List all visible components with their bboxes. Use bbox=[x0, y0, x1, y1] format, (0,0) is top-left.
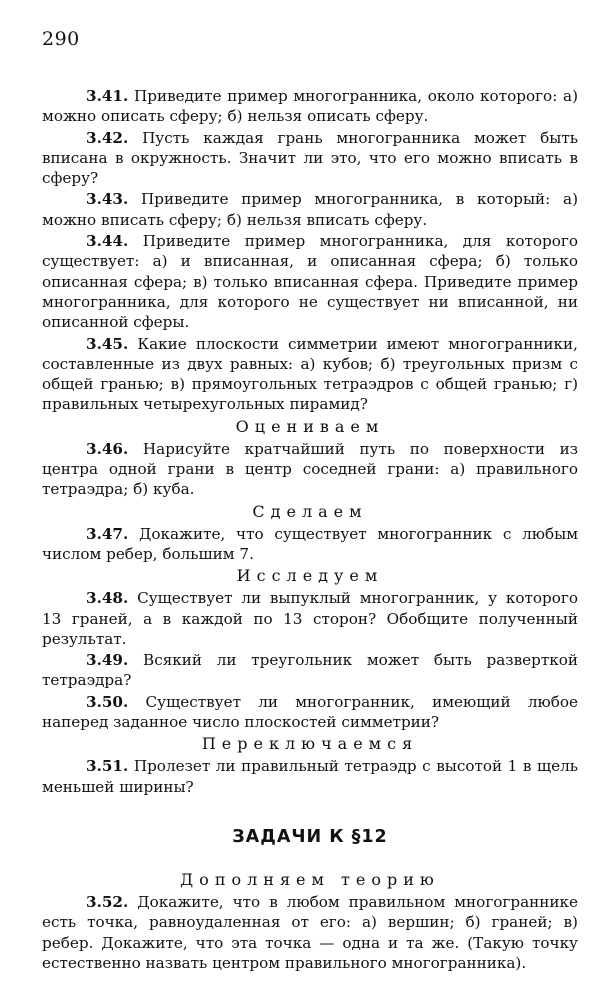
problem-text: Пусть каждая грань многогранника может быть вписана в окружность. Значит ли это, что его можно вписать в сферу? bbox=[42, 128, 578, 188]
problem-text: Приведите пример многогранника, для которого существует: а) и вписанная, и описанная сфера; б) только описанная сфера; в) только вписанная сфера. Приведите пример многогранника, для которого не существует ни вписанной, ни описанной сферы. bbox=[42, 232, 578, 332]
page-number: 290 bbox=[42, 28, 80, 50]
problem-3-44 bbox=[42, 231, 578, 332]
problem-text: Существует ли многогранник, имеющий любое наперед заданное число плоскостей симметрии? bbox=[42, 692, 578, 732]
problem-number: 3.46. bbox=[86, 439, 129, 458]
chapter-title: ЗАДАЧИ К §12 bbox=[232, 826, 388, 847]
problem-3-46 bbox=[42, 439, 578, 500]
problem-3-52 bbox=[42, 892, 578, 973]
problem-number: 3.51. bbox=[86, 757, 129, 776]
problem-number: 3.42. bbox=[86, 128, 129, 147]
problem-text: Пролезет ли правильный тетраэдр с высотой 1 в щель меньшей ширины? bbox=[42, 757, 579, 796]
problem-number: 3.48. bbox=[86, 589, 129, 608]
problem-3-48 bbox=[42, 588, 578, 649]
problem-number: 3.45. bbox=[86, 334, 129, 353]
problem-text: Докажите, что в любом правильном многограннике есть точка, равноудаленная от его: а) вершин; б) граней; в) ребер. Докажите, что эта точка — одна и та же. (Такую точку естественно назвать центром правильного многогранника). bbox=[42, 892, 579, 972]
problem-text: Докажите, что существует многогранник с любым числом ребер, большим 7. bbox=[42, 524, 579, 563]
problem-3-42 bbox=[42, 128, 578, 189]
problem-3-45 bbox=[42, 334, 578, 415]
problem-3-43 bbox=[42, 189, 578, 230]
problem-3-50 bbox=[42, 692, 578, 733]
problem-text: Приведите пример многогранника, около которого: а) можно описать сферу; б) нельзя описать сферу. bbox=[42, 87, 579, 126]
problem-number: 3.47. bbox=[86, 524, 129, 543]
page-body bbox=[42, 86, 578, 974]
problem-3-51 bbox=[42, 756, 578, 797]
problem-number: 3.52. bbox=[86, 892, 129, 911]
section-heading-evaluate: Оцениваем bbox=[235, 416, 385, 436]
problem-text: Приведите пример многогранника, в который: а) можно вписать сферу; б) нельзя вписать сферу. bbox=[42, 190, 578, 229]
section-heading-explore: Исследуем bbox=[236, 566, 384, 586]
problem-3-41 bbox=[42, 86, 578, 127]
problem-3-49 bbox=[42, 650, 578, 691]
problem-text: Существует ли выпуклый многогранник, у которого 13 граней, а в каждой по 13 сторон? Обобщите полученный результат. bbox=[42, 589, 578, 648]
problem-text: Нарисуйте кратчайший путь по поверхности из центра одной грани в центр соседней грани: а) правильного тетраэдра; б) куба. bbox=[42, 439, 579, 499]
section-heading-switch: Переключаемся bbox=[201, 734, 419, 754]
problem-3-47 bbox=[42, 524, 578, 565]
problem-number: 3.41. bbox=[86, 87, 129, 105]
section-heading-theory: Дополняем теорию bbox=[180, 869, 440, 889]
problem-number: 3.44. bbox=[86, 232, 129, 251]
section-heading-do: Сделаем bbox=[252, 501, 368, 521]
problem-number: 3.49. bbox=[86, 651, 129, 670]
problem-text: Какие плоскости симметрии имеют многогранники, составленные из двух равных: а) кубов; б) треугольных призм с общей гранью; в) прямоугольных тетраэдров с общей гранью; г) правильных четырехугольных пирамид? bbox=[42, 334, 579, 414]
problem-text: Всякий ли треугольник может быть разверткой тетраэдра? bbox=[42, 651, 578, 690]
problem-number: 3.50. bbox=[86, 692, 129, 711]
problem-number: 3.43. bbox=[86, 190, 129, 209]
